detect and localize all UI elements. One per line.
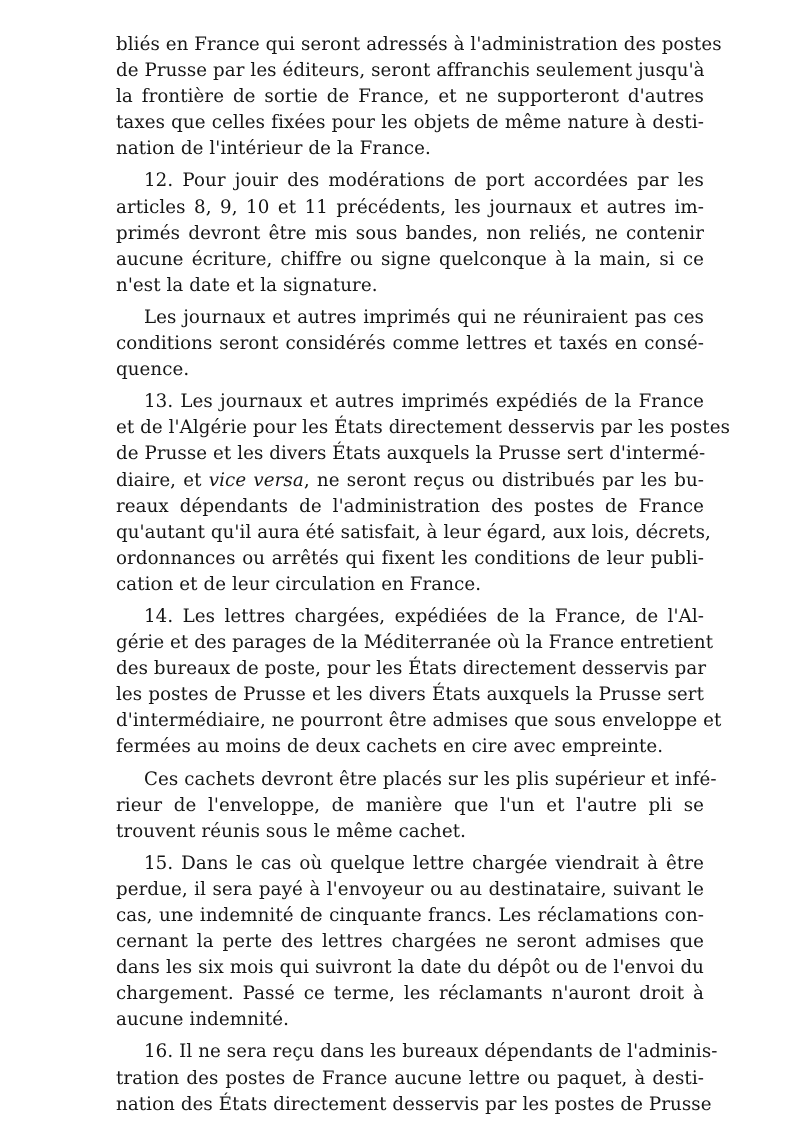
text-line: reaux dépendants de l'administration des postes de France	[116, 495, 704, 517]
text-line: 12. Pour jouir des modérations de port accordées par les	[144, 170, 704, 192]
text-line: cation et de leur circulation en France.	[116, 573, 482, 595]
text-line: de Prusse par les éditeurs, seront affranchis seulement jusqu'à	[116, 60, 705, 82]
text-line: d'intermédiaire, ne pourront être admises que sous enveloppe et	[116, 710, 722, 732]
text-line: des bureaux de poste, pour les États directement desservis par	[116, 658, 707, 680]
text-line: nation des États directement desservis par les postes de Prusse	[116, 1093, 712, 1115]
article-14-paragraph-2	[116, 767, 717, 793]
text-line: la frontière de sortie de France, et ne supporteront d'autres	[116, 86, 704, 108]
italic-phrase: vice versa	[208, 469, 304, 491]
text-line: cernant la perte des lettres chargées ne seront admises que	[116, 931, 704, 953]
text-line: les postes de Prusse et les divers États auxquels la Prusse sert	[116, 684, 704, 706]
article-12-paragraph-2	[116, 305, 704, 331]
article-16-body	[116, 1066, 712, 1118]
text-line: chargement. Passé ce terme, les réclamants n'auront droit à	[116, 983, 704, 1005]
text-line: cas, une indemnité de cinquante francs. Les réclamations con-	[116, 905, 704, 926]
text-line: 16. Il ne sera reçu dans les bureaux dépendants de l'adminis-	[144, 1041, 718, 1063]
text-line: 15. Dans le cas où quelque lettre chargée viendrait à être	[144, 852, 704, 874]
text-line: fermées au moins de deux cachets en cire avec empreinte.	[116, 736, 664, 758]
text-segment: , ne seront reçus ou distribués par les bu-	[303, 469, 704, 491]
article-15-body	[116, 877, 704, 1034]
text-line: aucune indemnité.	[116, 1009, 289, 1031]
article-16	[116, 1039, 718, 1065]
text-line: bliés en France qui seront adressés à l'administration des postes	[116, 34, 722, 55]
text-line: taxes que celles fixées pour les objets de même nature à desti-	[116, 112, 704, 134]
text-line: Ces cachets devront être placés sur les plis supérieur et infé-	[144, 768, 717, 790]
text-line: ordonnances ou arrêtés qui fixent les conditions de leur publi-	[116, 547, 704, 569]
text-line: trouvent réunis sous le même cachet.	[116, 820, 466, 842]
text-line: rieur de l'enveloppe, de manière que l'un et l'autre pli se	[116, 794, 704, 816]
document-page	[116, 32, 731, 1124]
text-line: aucune écriture, chiffre ou signe quelconque à la main, si ce	[116, 248, 704, 270]
article-12-body	[116, 195, 704, 299]
text-line: nation de l'intérieur de la France.	[116, 138, 431, 160]
article-14-body	[116, 630, 722, 760]
article-13-body	[116, 415, 731, 598]
text-line: n'est la date et la signature.	[116, 274, 378, 296]
article-12	[116, 168, 704, 194]
article-12-paragraph-2-body	[116, 331, 704, 383]
text-line: Les journaux et autres imprimés qui ne réuniraient pas ces	[144, 306, 704, 328]
text-line: articles 8, 9, 10 et 11 précédents, les journaux et autres im-	[116, 196, 704, 218]
text-line: conditions seront considérés comme lettres et taxés en consé-	[116, 333, 704, 355]
text-line: tration des postes de France aucune lettre ou paquet, à desti-	[116, 1067, 704, 1089]
article-14-paragraph-2-body	[116, 793, 704, 845]
text-line: et de l'Algérie pour les États directement desservis par les postes	[116, 417, 731, 439]
text-line: gérie et des parages de la Méditerranée où la France entretient	[116, 632, 714, 654]
text-line: dans les six mois qui suivront la date du dépôt ou de l'envoi du	[116, 957, 704, 979]
article-14	[116, 604, 704, 630]
text-line: qu'autant qu'il aura été satisfait, à leur égard, aux lois, décrets,	[116, 521, 711, 543]
text-line: 13. Les journaux et autres imprimés expédiés de la France	[144, 391, 704, 413]
article-15	[116, 851, 704, 877]
paragraph-continuation	[116, 32, 722, 162]
text-line: quence.	[116, 359, 190, 381]
text-line: perdue, il sera payé à l'envoyeur ou au destinataire, suivant le	[116, 878, 704, 900]
text-line: 14. Les lettres chargées, expédiées de la France, de l'Al-	[144, 605, 704, 627]
text-line: primés devront être mis sous bandes, non reliés, ne contenir	[116, 222, 704, 244]
text-line: de Prusse et les divers États auxquels la Prusse sert d'intermé-	[116, 443, 706, 465]
text-segment: diaire, et	[116, 469, 209, 491]
text-line	[116, 468, 704, 494]
article-13	[116, 389, 704, 415]
